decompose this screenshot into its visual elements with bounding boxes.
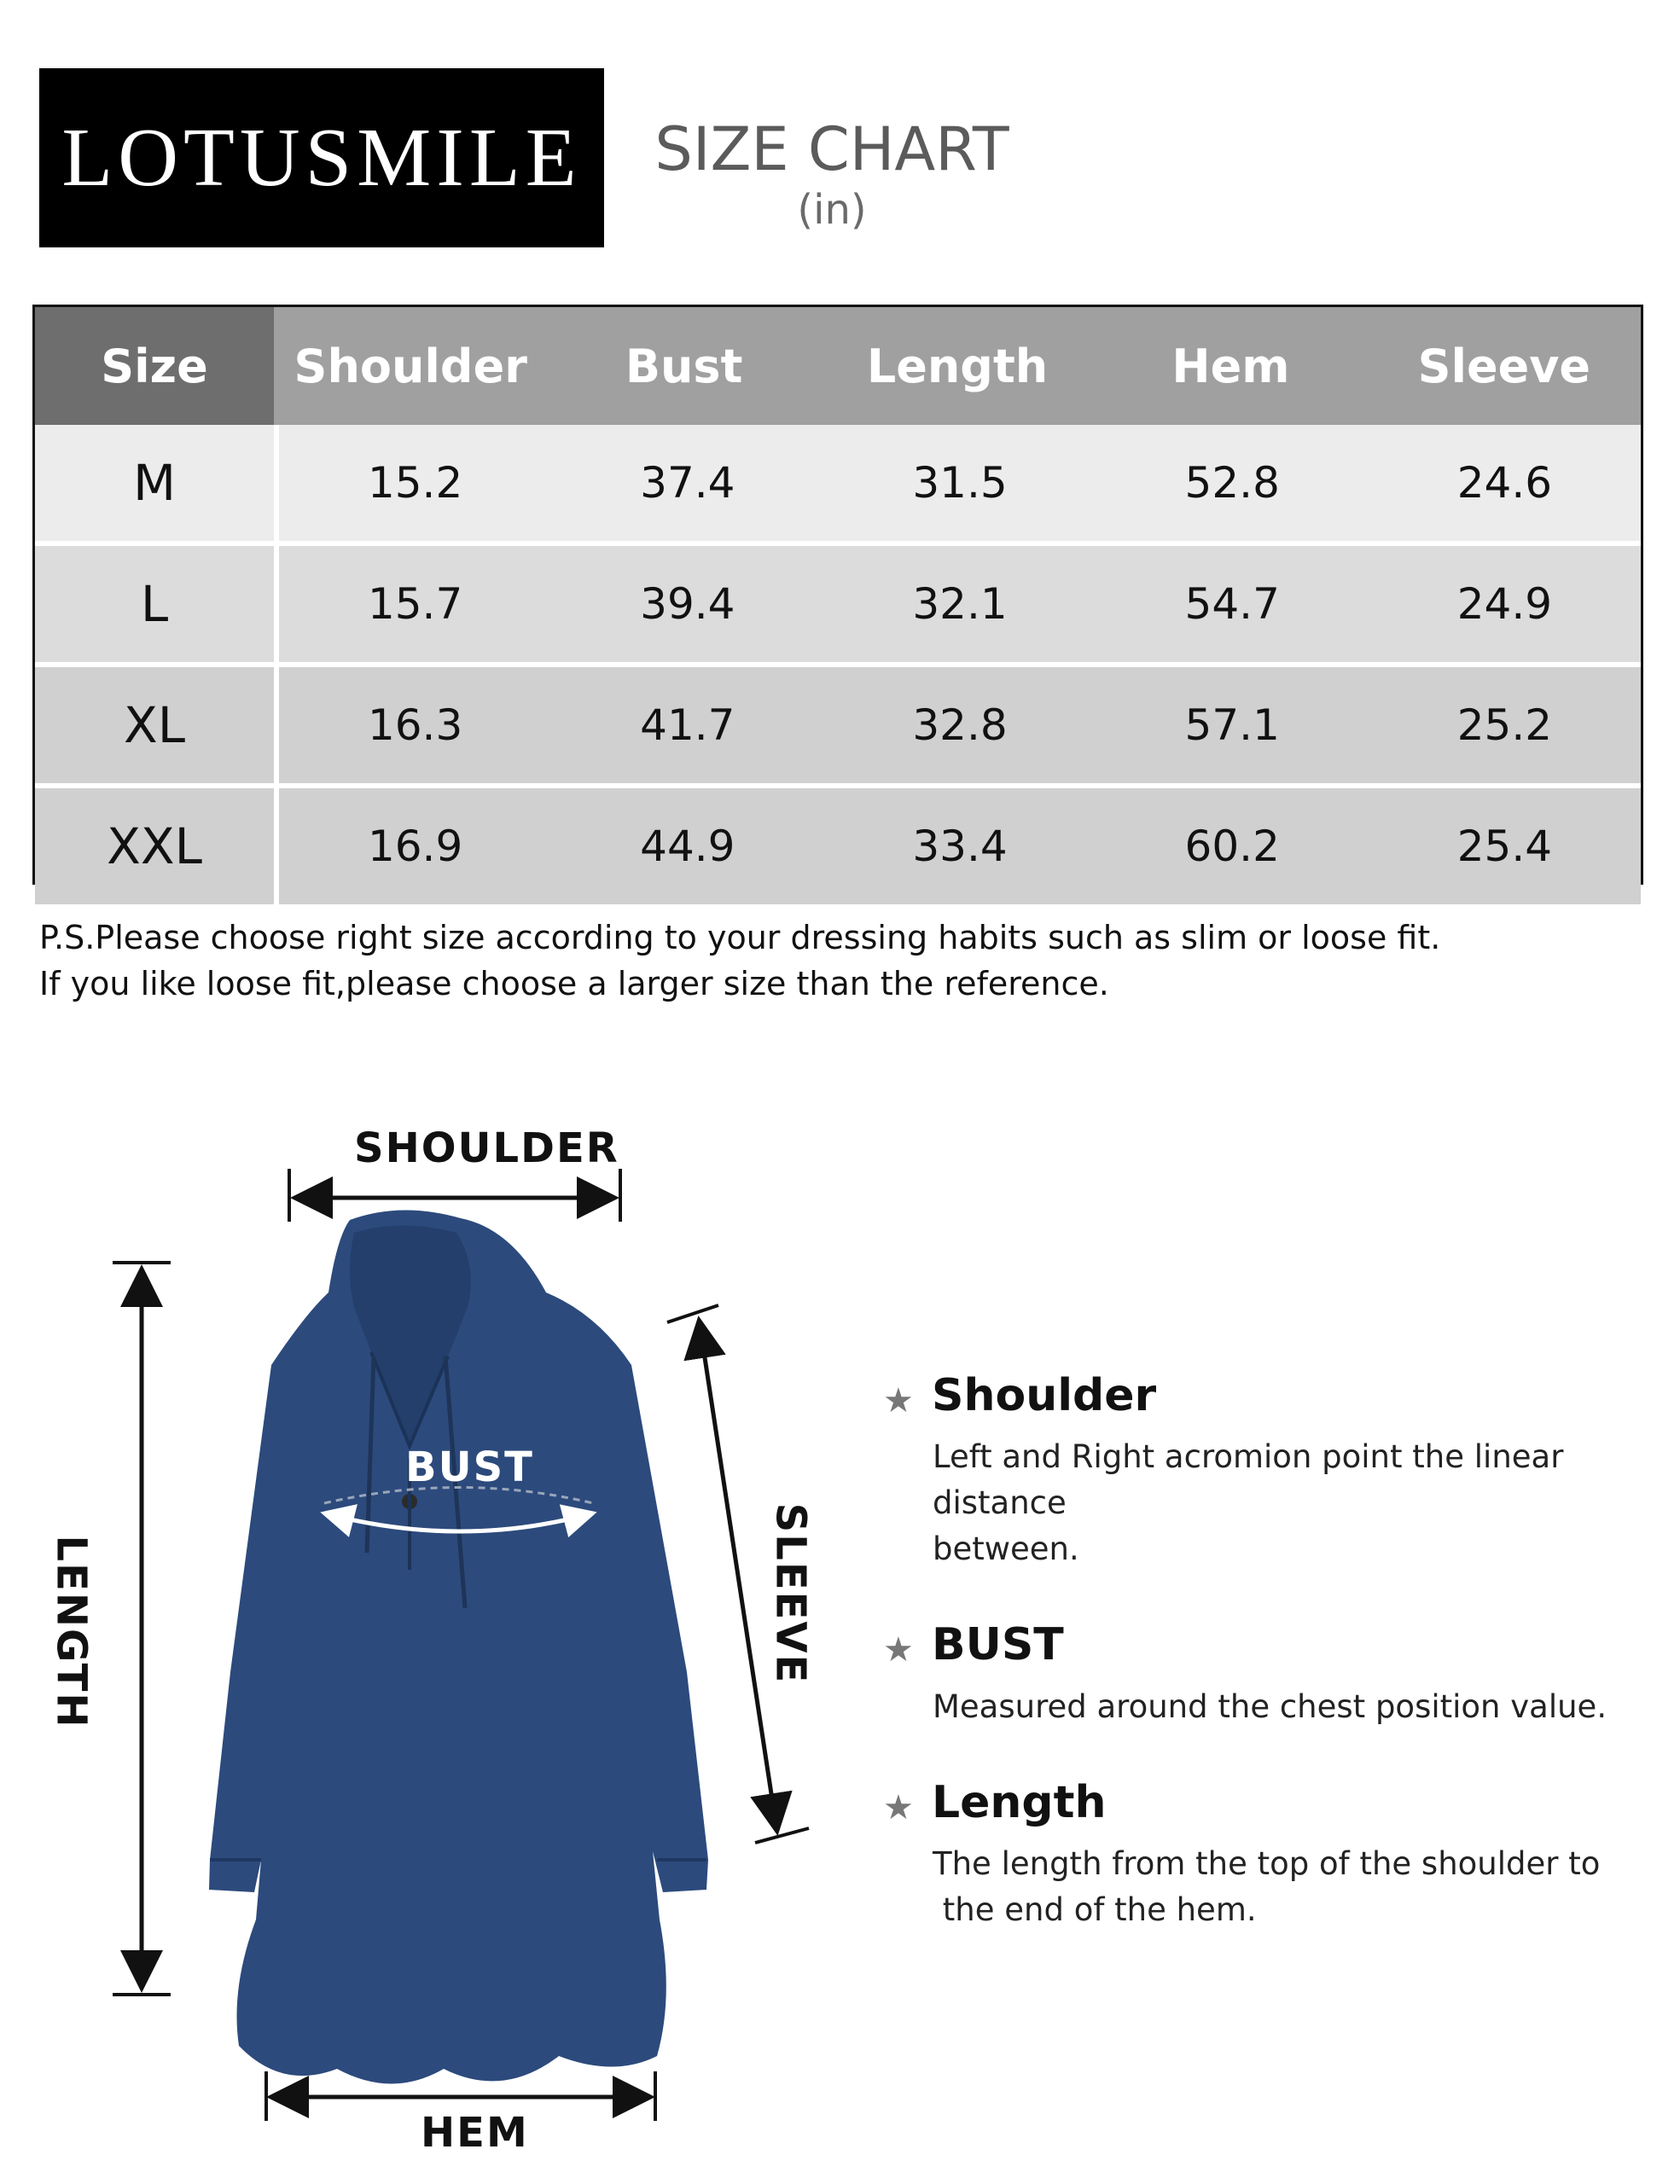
sleeve-value: 24.9 [1369, 546, 1641, 662]
size-table [32, 305, 1643, 885]
measurement-guide [883, 1369, 1651, 1979]
size-label: XXL [35, 788, 279, 904]
table-header-row [35, 307, 1641, 425]
guide-item-line: Left and Right acromion point the linear distance [933, 1438, 1564, 1522]
star-icon: ★ [883, 1787, 914, 1827]
shoulder-value: 15.2 [279, 425, 551, 541]
sizing-note-line: If you like loose fit,please choose a larger size than the reference. [39, 965, 1109, 1002]
guide-item-description [933, 1684, 1651, 1730]
star-icon: ★ [883, 1630, 914, 1670]
guide-item-line: between. [933, 1531, 1079, 1568]
header-sleeve: Sleeve [1368, 307, 1641, 425]
bust-value: 41.7 [551, 667, 823, 783]
guide-item-description [933, 1434, 1651, 1572]
sizing-note-line: P.S.Please choose right size according to your dressing habits such as slim or loose fit. [39, 919, 1441, 956]
shoulder-value: 16.9 [279, 788, 551, 904]
table-row [35, 783, 1641, 904]
garment-body [209, 1210, 708, 2083]
length-value: 32.1 [823, 546, 1096, 662]
size-label: XL [35, 667, 279, 783]
guide-item-line: Measured around the chest position value. [933, 1687, 1607, 1725]
garment-illustration [0, 1109, 853, 2133]
guide-item-line: The length from the top of the shoulder to [933, 1845, 1601, 1883]
chart-title: SIZE CHART [654, 114, 1009, 184]
hem-value: 52.8 [1096, 425, 1369, 541]
guide-item-bust [883, 1618, 1651, 1729]
shoulder-value: 15.7 [279, 546, 551, 662]
length-value: 33.4 [823, 788, 1096, 904]
shoulder-label: SHOULDER [354, 1124, 619, 1172]
guide-item-length [883, 1776, 1651, 1933]
shoulder-value: 16.3 [279, 667, 551, 783]
bust-value: 37.4 [551, 425, 823, 541]
header-length: Length [821, 307, 1094, 425]
hem-value: 60.2 [1096, 788, 1369, 904]
sleeve-value: 24.6 [1369, 425, 1641, 541]
table-row [35, 541, 1641, 662]
sizing-note [39, 915, 1440, 1007]
hem-label: HEM [421, 2109, 529, 2157]
guide-item-description [933, 1841, 1651, 1933]
brand-logo [39, 68, 604, 247]
guide-item-line: the end of the hem. [933, 1891, 1257, 1929]
measurement-diagram [0, 1109, 853, 2157]
hem-value: 57.1 [1096, 667, 1369, 783]
size-label: L [35, 546, 279, 662]
bust-value: 44.9 [551, 788, 823, 904]
table-row [35, 662, 1641, 783]
brand-name: LOTUSMILE [61, 112, 582, 204]
guide-item-title: Shoulder [932, 1370, 1157, 1421]
sleeve-label: SLEEVE [766, 1502, 815, 1685]
sleeve-value: 25.2 [1369, 667, 1641, 783]
length-value: 31.5 [823, 425, 1096, 541]
bust-value: 39.4 [551, 546, 823, 662]
header-hem: Hem [1094, 307, 1367, 425]
hem-value: 54.7 [1096, 546, 1369, 662]
star-icon: ★ [883, 1381, 914, 1420]
header-size: Size [35, 307, 274, 425]
header-shoulder: Shoulder [274, 307, 547, 425]
length-value: 32.8 [823, 667, 1096, 783]
table-row [35, 425, 1641, 541]
size-label: M [35, 425, 279, 541]
length-label: LENGTH [47, 1535, 96, 1729]
guide-item-title: BUST [932, 1619, 1064, 1671]
bust-label: BUST [405, 1443, 534, 1491]
chart-unit: (in) [797, 186, 867, 234]
guide-item-shoulder [883, 1369, 1651, 1572]
guide-item-title: Length [932, 1776, 1107, 1828]
sleeve-value: 25.4 [1369, 788, 1641, 904]
header-bust: Bust [547, 307, 820, 425]
